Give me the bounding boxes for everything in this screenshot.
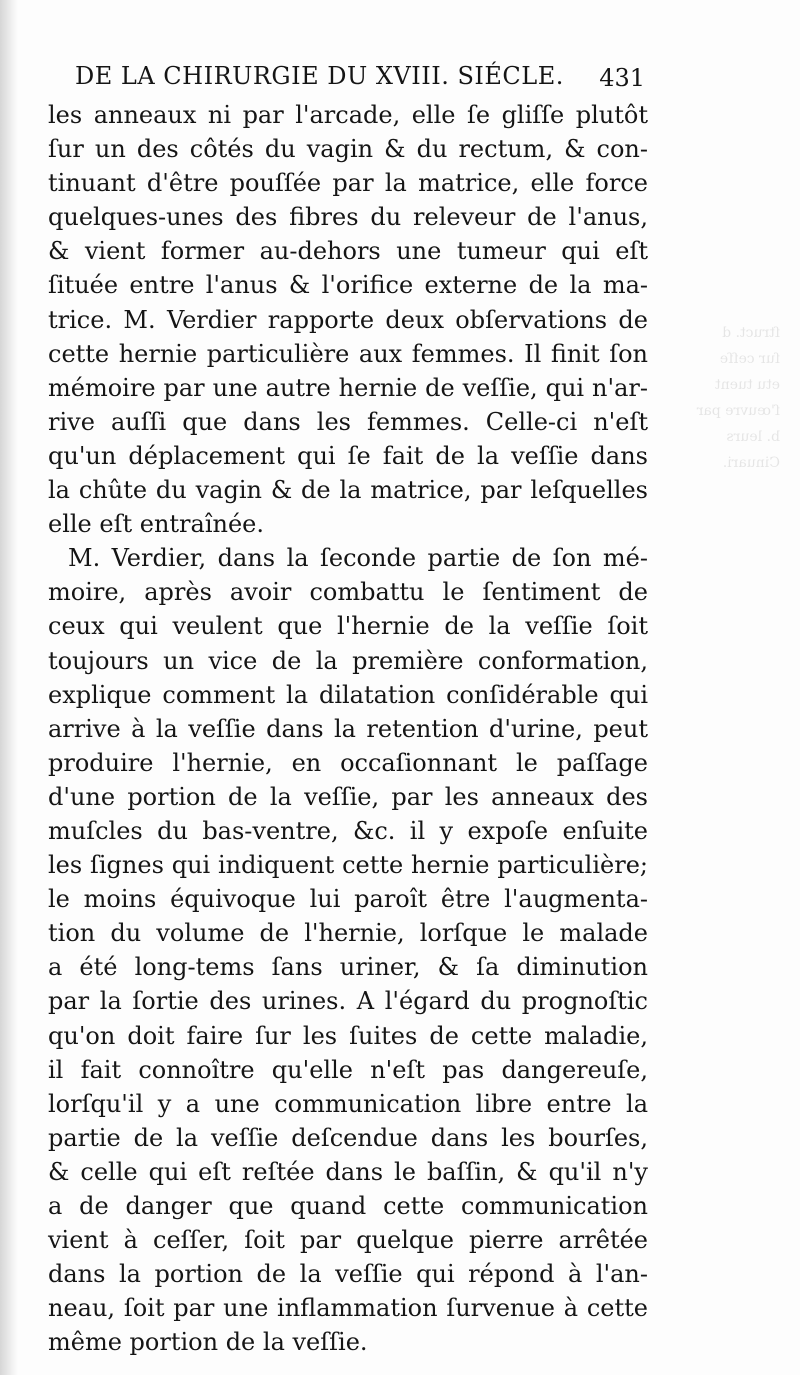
text-line: vient à ceſſer, ſoit par quelque pierre arrêtée [48,1226,648,1255]
text-line: tinuant d'être pouſſée par la matrice, elle force [48,169,648,198]
text-line: ceux qui veulent que l'hernie de la veſſie ſoit [48,612,648,641]
text-line: moire, après avoir combattu le ſentiment de [48,578,648,607]
text-line: a de danger que quand cette communication [48,1192,648,1220]
text-line: & vient former au-dehors une tumeur qui eſt [48,237,648,266]
running-header [75,62,645,98]
text-line: rive auſſi que dans les femmes. Celle-ci n'eſt [48,407,648,436]
text-line: toujours un vice de la première conformation, [48,646,648,675]
text-line: il fait connoître qu'elle n'eſt pas dangereuſe, [48,1055,648,1084]
text-line: neau, ſoit par une inflammation ſurvenue à cette [48,1294,648,1323]
text-line: d'une portion de la veſſie, par les anneaux des [48,782,648,811]
text-line: trice. M. Verdier rapporte deux obſervations de [48,305,648,334]
text-line: muſcles du bas-ventre, &c. il y expoſe enſuite [48,816,648,845]
text-line: les anneaux ni par l'arcade, elle ſe gliſſe plutôt [48,101,648,129]
text-line: qu'un déplacement qui ſe fait de la veſſie dans [48,441,648,470]
text-line: arrive à la veſſie dans la retention d'urine, peut [48,714,648,743]
text-line: a été long-tems ſans uriner, & ſa diminution [48,953,648,982]
text-line: elle eſt entraînée. [48,510,264,539]
text-line: M. Verdier, dans la ſeconde partie de ſon mé- [68,544,648,573]
text-line: tion du volume de l'hernie, lorſque le malade [48,919,648,948]
text-line: explique comment la dilatation conſidérable qui [48,680,648,709]
text-line: partie de la veſſie deſcendue dans les bourſes, [48,1123,648,1152]
text-line: ſur un des côtés du vagin & du rectum, & con- [48,135,648,164]
text-line: dans la portion de la veſſie qui répond à l'an- [48,1260,648,1289]
text-line: mémoire par une autre hernie de veſſie, qui n'ar- [48,373,648,402]
text-line: produire l'hernie, en occaſionnant le paſſage [48,748,648,777]
text-line: lorſqu'il y a une communication libre entre la [48,1089,648,1118]
text-line: cette hernie particulière aux femmes. Il finit ſon [48,339,648,368]
show-through-text: ſtruct. d ſur ceſſe etu tuent ſ'œuvre par b. leurs Cinuari. [696,325,780,471]
text-line: qu'on doit faire ſur les ſuites de cette maladie, [48,1021,648,1050]
text-line: les ſignes qui indiquent cette hernie particulière; [48,851,648,880]
text-line: par la ſortie des urines. A l'égard du prognoſtic [48,987,648,1016]
text-line: & celle qui eſt reſtée dans le baſſin, & qu'il n'y [48,1157,648,1186]
page-number: 431 [599,64,645,92]
body-text [48,98,648,1359]
gutter-shadow [0,0,18,1375]
text-line: même portion de la veſſie. [48,1328,368,1357]
text-line: le moins équivoque lui paroît être l'augmenta- [48,885,648,914]
text-line: la chûte du vagin & de la matrice, par leſquelles [48,476,648,505]
text-line: ſituée entre l'anus & l'orifice externe de la ma- [48,271,648,300]
running-title: DE LA CHIRURGIE DU XVIII. SIÉCLE. [75,62,564,90]
text-line: quelques-unes des fibres du releveur de l'anus, [48,203,648,232]
